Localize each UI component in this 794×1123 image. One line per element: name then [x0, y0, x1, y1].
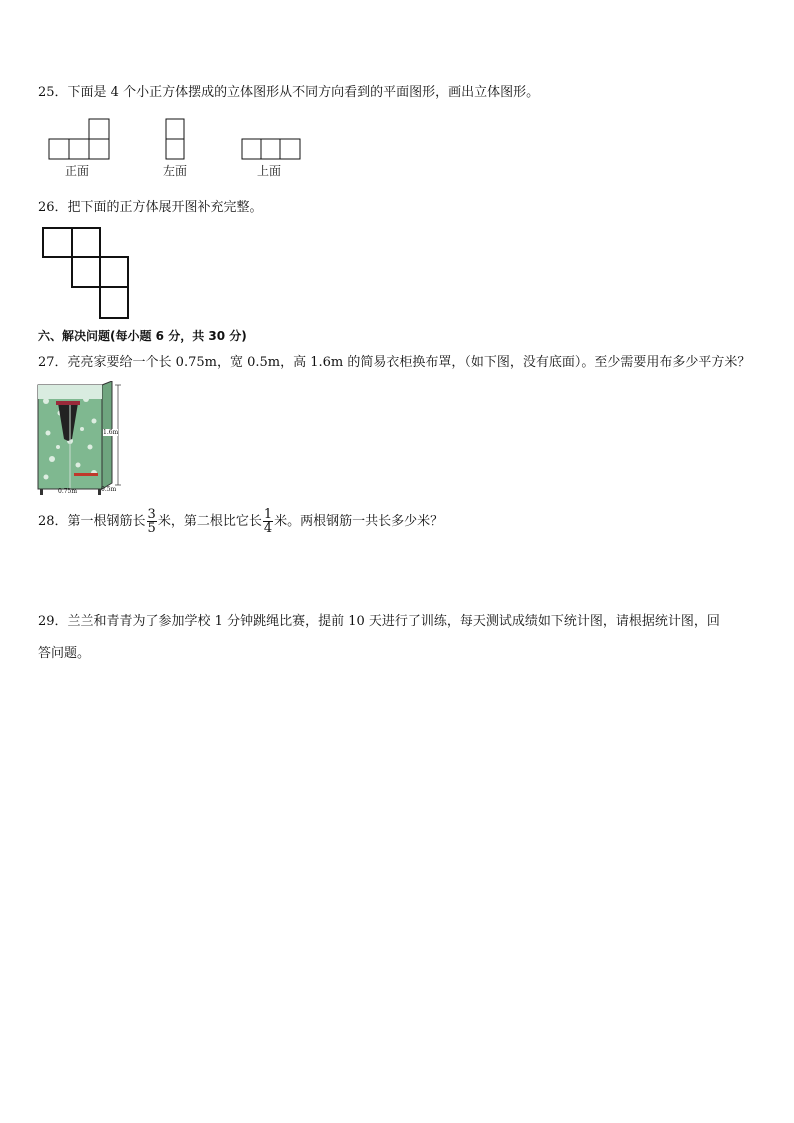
width-dimension-label: 0.5m: [101, 486, 117, 493]
front-view-drawing: [49, 119, 109, 159]
fraction-2-numerator: 1: [263, 507, 273, 522]
wardrobe-image: [34, 381, 126, 497]
question-25-text: 25．下面是 4 个小正方体摆成的立体图形从不同方向看到的平面图形，画出立体图形。: [38, 85, 540, 100]
question-28-text: [38, 504, 443, 540]
question-26-text: 26．把下面的正方体展开图补充完整。: [38, 200, 263, 215]
height-dimension-label: 1.6m: [103, 429, 119, 436]
length-dimension-label: 0.75m: [58, 488, 78, 495]
fraction-2-denominator: 4: [263, 521, 273, 536]
left-view-drawing: [166, 119, 184, 159]
question-29-line-1: 29．兰兰和青青为了参加学校 1 分钟跳绳比赛，提前 10 天进行了训练，每天测试成绩如下统计图，请根据统计图，回: [38, 614, 720, 629]
front-view-label: 正面: [65, 164, 90, 178]
q28-part3: 米。两根钢筋一共长多少米？: [274, 514, 444, 529]
fraction-1-denominator: 5: [147, 521, 156, 536]
question-29-line-2: 答问题。: [38, 646, 91, 661]
top-view-label: 上面: [257, 164, 282, 178]
top-view-drawing: [242, 139, 300, 159]
q28-part1: 28．第一根钢筋长: [38, 514, 146, 529]
cube-net-figure: [40, 226, 132, 322]
fraction-1-numerator: 3: [147, 507, 156, 522]
question-27-text: 27．亮亮家要给一个长 0.75m，宽 0.5m，高 1.6m 的简易衣柜换布罩，（如下图，没有底面）。至少需要用布多少平方米？: [38, 355, 751, 370]
left-view-label: 左面: [163, 164, 188, 178]
fraction-one-quarter: [263, 508, 273, 535]
fraction-three-fifths: [147, 508, 157, 535]
q28-part2: 米，第二根比它长: [157, 514, 262, 529]
section-6-heading: 六、解决问题(每小题 6 分，共 30 分): [38, 329, 247, 343]
